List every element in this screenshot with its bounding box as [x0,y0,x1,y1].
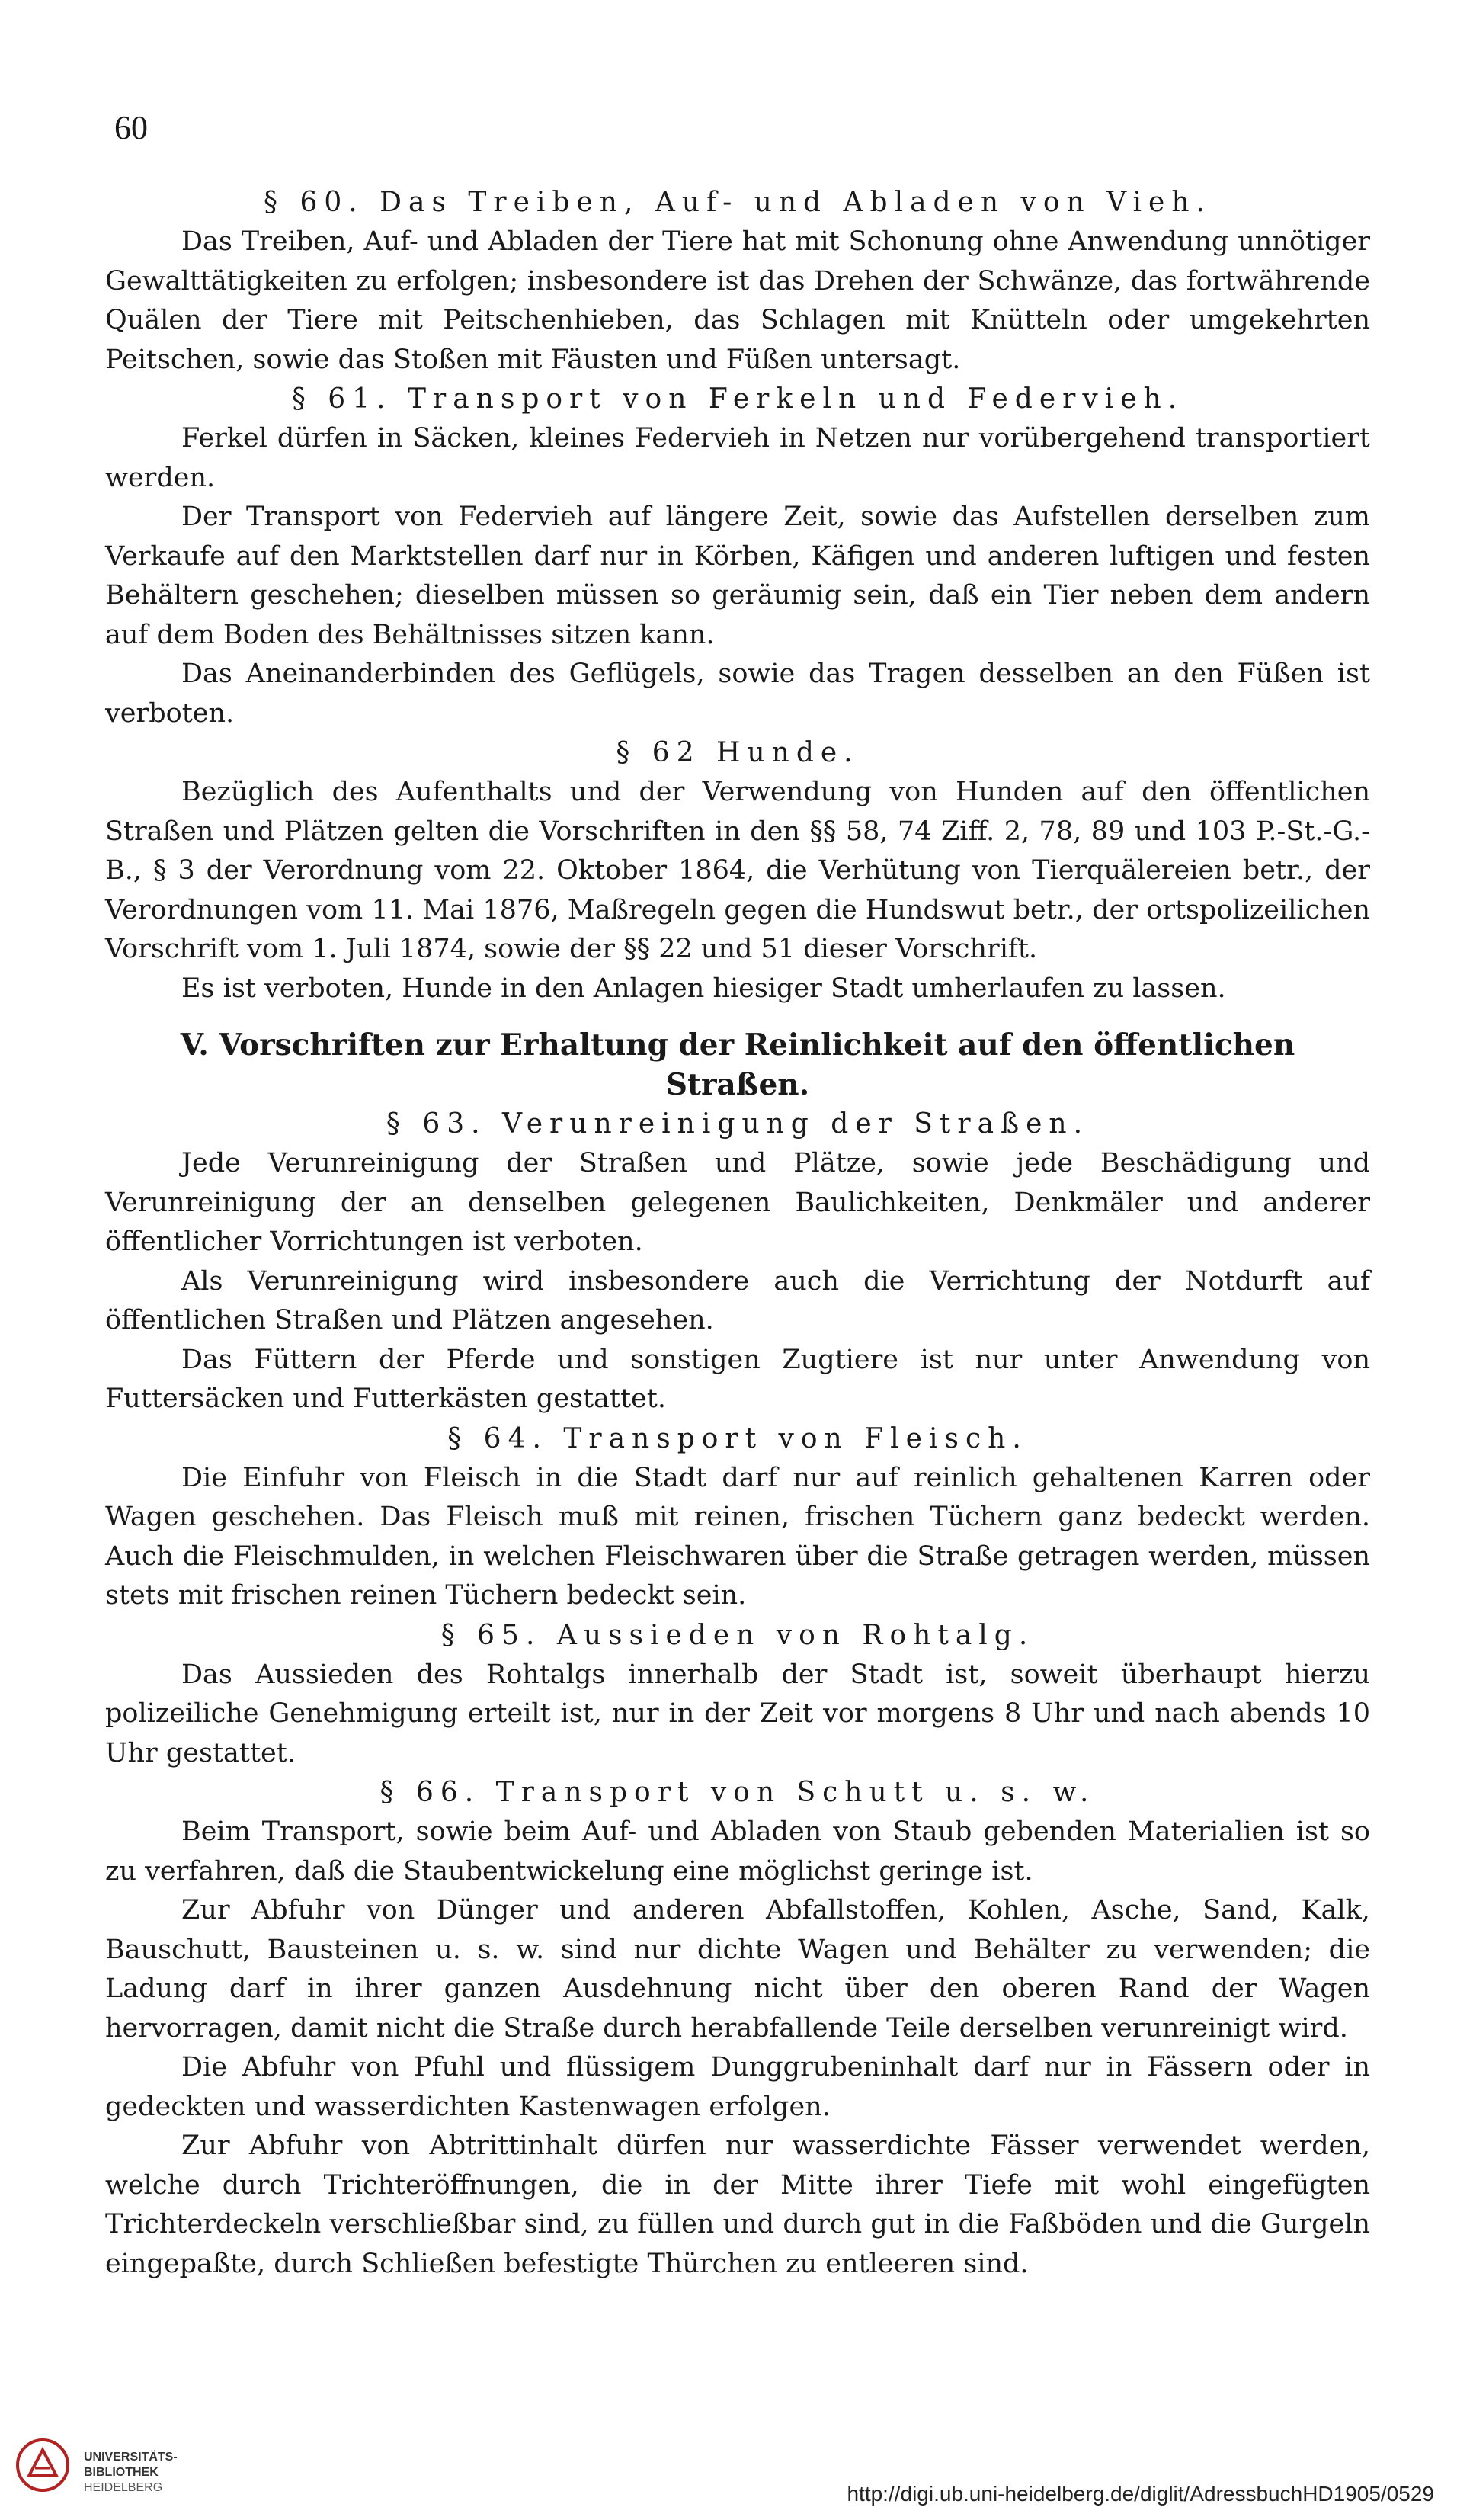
section-heading-61: § 61. Transport von Ferkeln und Federvieh. [291,383,1184,415]
paragraph: Die Abfuhr von Pfuhl und flüssigem Dunggrubeninhalt darf nur in Fässern oder in gedeckten und wasserdichten Kastenwagen erfolgen. [105,2052,1370,2122]
chapter-heading-v: V. Vorschriften zur Erhaltung der Reinlichkeit auf den öffentlichen Straßen. [180,1028,1295,1102]
library-logo[interactable] [8,2429,229,2512]
paragraph: Beim Transport, sowie beim Auf- und Abladen von Staub gebenden Materialien ist so zu verfahren, daß die Staubentwickelung eine möglichst geringe ist. [105,1816,1370,1887]
paragraph: Das Aneinanderbinden des Geflügels, sowie das Tragen desselben an den Füßen ist verboten. [105,659,1370,729]
paragraph: Der Transport von Federvieh auf längere Zeit, sowie das Aufstellen derselben zum Verkaufe auf den Marktstellen darf nur in Körben, Käfigen und anderen luftigen und festen Behältern geschehen; dieselben müssen so geräumig sein, daß ein Tier neben dem andern auf dem Boden des Behältnisses sitzen kann. [105,502,1370,650]
paragraph: Zur Abfuhr von Abtrittinhalt dürfen nur wasserdichte Fässer verwendet werden, welche durch Trichteröffnungen, die in der Mitte ihrer Tiefe mit wohl eingefügten Trichterdeckeln verschließbar sind, zu füllen und durch gut in die Faßböden und die Gurgeln eingepaßte, durch Schließen befestigte Thürchen zu entleeren sind. [105,2130,1370,2279]
paragraph: Es ist verboten, Hunde in den Anlagen hiesiger Stadt umherlaufen zu lassen. [181,973,1226,1004]
library-name-line3: HEIDELBERG [84,2481,163,2494]
paragraph: Ferkel dürfen in Säcken, kleines Federvieh in Netzen nur vorübergehend transportiert werden. [105,423,1370,493]
paragraph: Zur Abfuhr von Dünger und anderen Abfallstoffen, Kohlen, Asche, Sand, Kalk, Bauschutt, Bausteinen u. s. w. sind nur dichte Wagen und Behälter zu verwenden; die Ladung darf in ihrer ganzen Ausdehnung nicht über den oberen Rand der Wagen hervorragen, damit nicht die Straße durch herabfallende Teile derselben verunreinigt wird. [105,1895,1370,2044]
section-heading-63: § 63. Verunreinigung der Straßen. [386,1108,1090,1140]
source-url-link[interactable]: http://digi.ub.uni-heidelberg.de/diglit/AdressbuchHD1905/0529 [847,2482,1434,2506]
paragraph: Jede Verunreinigung der Straßen und Plätze, sowie jede Beschädigung und Verunreinigung der an denselben gelegenen Baulichkeiten, Denkmäler und anderer öffentlicher Vorrichtungen ist verboten. [105,1148,1370,1257]
section-heading-66: § 66. Transport von Schutt u. s. w. [379,1777,1096,1808]
section-heading-64: § 64. Transport von Fleisch. [447,1422,1028,1454]
page-number: 60 [114,109,148,146]
library-name-line1: UNIVERSITÄTS- [84,2451,178,2464]
section-heading-65: § 65. Aussieden von Rohtalg. [440,1619,1035,1651]
section-heading-62: § 62 Hunde. [616,737,860,768]
paragraph: Bezüglich des Aufenthalts und der Verwendung von Hunden auf den öffentlichen Straßen und Plätzen gelten die Vorschriften in den §§ 58, 74 Ziff. 2, 78, 89 und 103 P.-St.-G.-B., § 3 der Verordnung vom 22. Oktober 1864, die Verhütung von Tierquälereien betr., der Verordnungen vom 11. Mai 1876, Maßregeln gegen die Hundswut betr., der ortspolizeilichen Vorschrift vom 1. Juli 1874, sowie der §§ 22 und 51 dieser Vorschrift. [105,777,1370,964]
library-name [84,2450,178,2496]
paragraph: Die Einfuhr von Fleisch in die Stadt darf nur auf reinlich gehaltenen Karren oder Wagen geschehen. Das Fleisch muß mit reinen, frischen Tüchern ganz bedeckt werden. Auch die Fleischmulden, in welchen Fleischwaren über die Straße getragen werden, müssen stets mit frischen reinen Tüchern bedeckt sein. [105,1462,1370,1611]
paragraph: Als Verunreinigung wird insbesondere auch die Verrichtung der Notdurft auf öffentlichen Straßen und Plätzen angesehen. [105,1265,1370,1335]
page-footer [0,2429,1457,2520]
paragraph: Das Füttern der Pferde und sonstigen Zugtiere ist nur unter Anwendung von Futtersäcken und Futterkästen gestattet. [105,1344,1370,1414]
paragraph: Das Aussieden des Rohtalgs innerhalb der Stadt ist, soweit überhaupt hierzu polizeiliche Genehmigung erteilt ist, nur in der Zeit vor morgens 8 Uhr und nach abends 10 Uhr gestattet. [105,1659,1370,1768]
university-seal-icon [15,2438,70,2493]
paragraph: Das Treiben, Auf- und Abladen der Tiere hat mit Schonung ohne Anwendung unnötiger Gewalttätigkeiten zu erfolgen; insbesondere ist das Drehen der Schwänze, das fortwährende Quälen der Tiere mit Peitschenhieben, das Schlagen mit Knütteln oder umgekehrten Peitschen, sowie das Stoßen mit Fäusten und Füßen untersagt. [105,226,1370,375]
library-name-line2: BIBLIOTHEK [84,2466,159,2479]
section-heading-60: § 60. Das Treiben, Auf- und Abladen von Vieh. [264,187,1212,218]
document-body [105,183,1370,2284]
